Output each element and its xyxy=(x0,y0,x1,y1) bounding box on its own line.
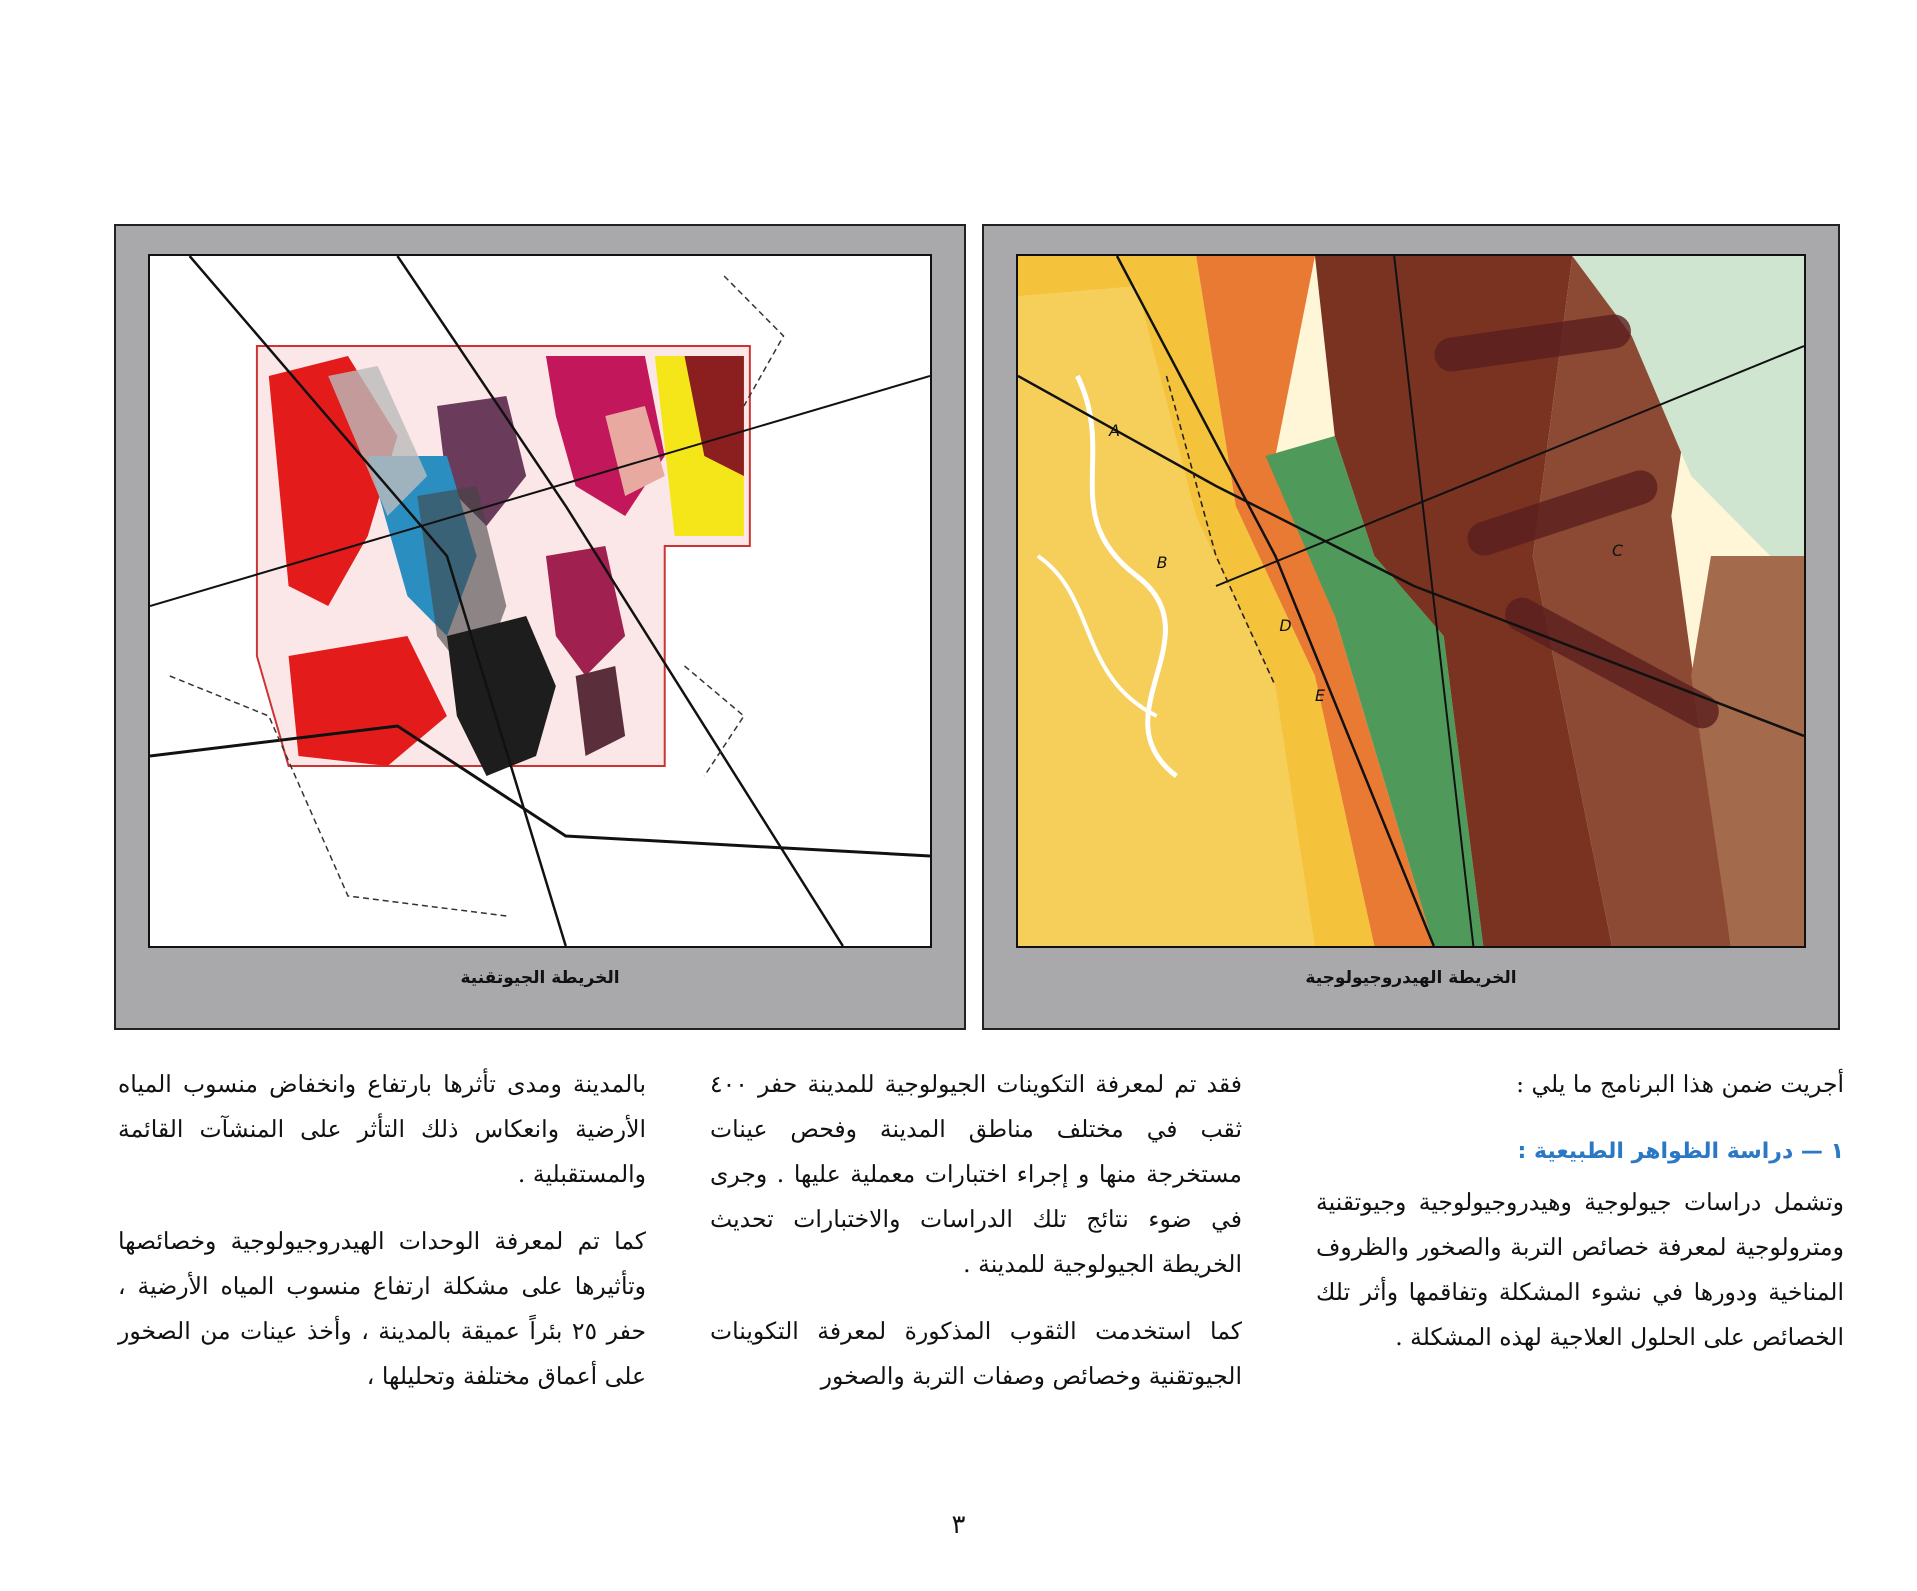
paragraph: فقد تم لمعرفة التكوينات الجيولوجية للمدينة حفر ٤٠٠ ثقب في مختلف مناطق المدينة وفحص عينات مستخرجة منها و إجراء اختبارات معملية عليها . وجرى في ضوء نتائج تلك الدراسات والاختبارات تحديث الخريطة الجيولوجية للمدينة . xyxy=(710,1070,1242,1278)
hydro-label-a: A xyxy=(1109,420,1120,441)
hydro-label-c: C xyxy=(1611,540,1624,561)
paragraph: كما تم لمعرفة الوحدات الهيدروجيولوجية وخصائصها وتأثيرها على مشكلة ارتفاع منسوب المياه الأرضية ، حفر ٢٥ بئراً عميقة بالمدينة ، وأخذ عينات من الصخور على أعماق مختلفة وتحليلها ، xyxy=(118,1227,646,1390)
paragraph: بالمدينة ومدى تأثرها بارتفاع وانخفاض منسوب المياه الأرضية وانعكاس ذلك التأثر على المنشآت القائمة والمستقبلية . xyxy=(118,1070,646,1188)
hydro-label-e: E xyxy=(1314,685,1325,706)
text-column-left xyxy=(118,1062,646,1421)
hydrogeological-map-panel xyxy=(982,224,1840,1030)
page-number: ٣ xyxy=(951,1510,966,1540)
section-heading: ١ — دراسة الظواهر الطبيعية : xyxy=(1517,1139,1844,1164)
hydrogeological-map xyxy=(1016,254,1806,948)
hydro-label-d: D xyxy=(1279,615,1292,636)
geotechnical-map-panel xyxy=(114,224,966,1030)
text-column-middle xyxy=(710,1062,1242,1421)
paragraph: كما استخدمت الثقوب المذكورة لمعرفة التكوينات الجيوتقنية وخصائص وصفات التربة والصخور xyxy=(710,1317,1242,1390)
geotechnical-map-caption: الخريطة الجيوتقنية xyxy=(460,968,620,988)
geotechnical-map xyxy=(148,254,932,948)
text-column-right xyxy=(1316,1062,1844,1382)
intro-line: أجريت ضمن هذا البرنامج ما يلي : xyxy=(1516,1070,1844,1098)
paragraph: وتشمل دراسات جيولوجية وهيدروجيولوجية وجيوتقنية ومترولوجية لمعرفة خصائص التربة والصخور والظروف المناخية ودورها في نشوء المشكلة وتفاقمها وأثر تلك الخصائص على الحلول العلاجية لهذه المشكلة . xyxy=(1316,1188,1844,1351)
hydrogeological-map-graphic xyxy=(1018,256,1804,946)
hydro-label-b: B xyxy=(1156,552,1168,573)
hydrogeological-map-caption: الخريطة الهيدروجيولوجية xyxy=(1305,968,1517,988)
geotechnical-map-graphic xyxy=(150,256,930,946)
